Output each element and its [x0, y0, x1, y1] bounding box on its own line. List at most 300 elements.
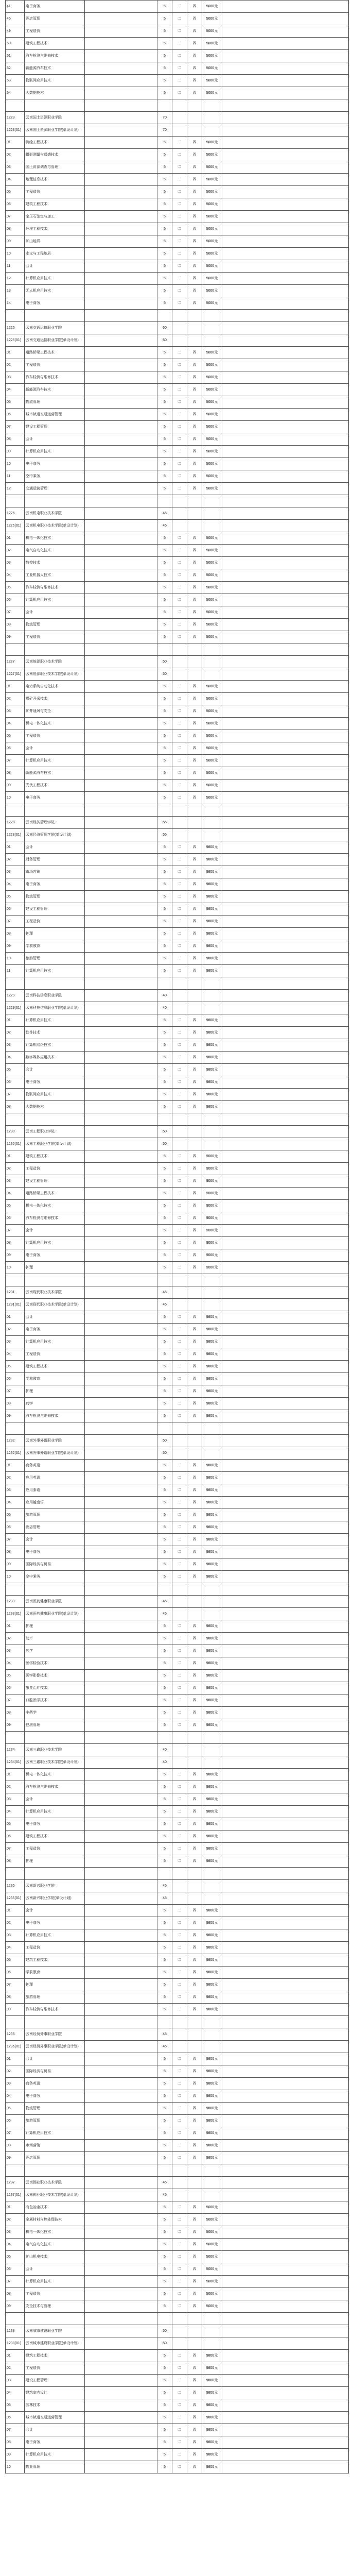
major-code: 05: [6, 582, 25, 594]
major-code: 08: [6, 1707, 25, 1719]
cell-count: [157, 1868, 172, 1880]
major-plan-count: 5: [157, 2103, 172, 2115]
cell-d1: [172, 668, 187, 681]
major-row: [6, 1534, 349, 1546]
major-code: 09: [6, 235, 25, 248]
major-plan-count: 5: [157, 384, 172, 396]
major-code: 10: [6, 2461, 25, 2473]
major-tuition: 5000元: [202, 50, 222, 62]
major-years: 四: [187, 2201, 202, 2214]
major-batch: 二: [172, 916, 187, 928]
cell-fee: [202, 2028, 222, 2041]
major-plan-count: 5: [157, 1657, 172, 1670]
major-batch: 二: [172, 594, 187, 606]
major-code: 08: [6, 767, 25, 779]
major-years: 四: [187, 13, 202, 25]
cell-rest: [222, 87, 349, 99]
major-name: 机电一体化技术: [25, 2226, 85, 2239]
major-code: 04: [6, 569, 25, 582]
major-batch: 二: [172, 1039, 187, 1052]
cell-gap: [85, 1596, 157, 1608]
school-plan-row: [6, 2337, 349, 2350]
school-plan-count: 40: [157, 990, 172, 1002]
cell-d1: [172, 2313, 187, 2325]
major-plan-count: 5: [157, 1262, 172, 1274]
major-plan-count: 5: [157, 854, 172, 866]
school-plan-count: 50: [157, 2325, 172, 2337]
major-tuition: 9800元: [202, 1991, 222, 2004]
major-name: 计算机应用技术: [25, 2276, 85, 2288]
cell-fee: [202, 1608, 222, 1620]
school-header-row: [6, 1286, 349, 1299]
major-tuition: 9800元: [202, 1484, 222, 1497]
cell-name: [25, 1583, 85, 1596]
cell-name: [25, 1274, 85, 1286]
cell-gap: [85, 878, 157, 891]
major-plan-count: 5: [157, 483, 172, 495]
major-name: 汽车检测与维修技术: [25, 2004, 85, 2016]
major-batch: 二: [172, 1361, 187, 1373]
major-name: 计算机应用技术: [25, 1237, 85, 1249]
major-row: [6, 1237, 349, 1249]
major-batch: 二: [172, 1460, 187, 1472]
major-batch: 二: [172, 953, 187, 965]
cell-d2: [187, 1732, 202, 1744]
major-code: 03: [6, 866, 25, 878]
major-batch: 二: [172, 359, 187, 371]
cell-gap: [85, 347, 157, 359]
cell-gap: [85, 2251, 157, 2263]
major-name: 会计: [25, 433, 85, 446]
school-plan-row: [6, 1299, 349, 1311]
major-code: 08: [6, 1991, 25, 2004]
cell-rest: [222, 1361, 349, 1373]
cell-d2: [187, 124, 202, 137]
major-row: [6, 2399, 349, 2412]
major-years: 四: [187, 1076, 202, 1089]
major-tuition: 9800元: [202, 2103, 222, 2115]
school-header-row: [6, 990, 349, 1002]
major-tuition: 9800元: [202, 1719, 222, 1732]
major-tuition: 9800元: [202, 1843, 222, 1855]
cell-gap: [85, 396, 157, 409]
major-plan-count: 5: [157, 2399, 172, 2412]
cell-gap: [85, 2152, 157, 2164]
cell-gap: [85, 2189, 157, 2201]
major-batch: 二: [172, 87, 187, 99]
cell-gap: [85, 693, 157, 705]
cell-gap: [85, 2214, 157, 2226]
cell-rest: [222, 2152, 349, 2164]
major-tuition: 9800元: [202, 1967, 222, 1979]
major-tuition: 5000元: [202, 767, 222, 779]
major-code: 09: [6, 2300, 25, 2313]
cell-d2: [187, 1435, 202, 1447]
major-row: [6, 1150, 349, 1163]
major-code: 01: [6, 1769, 25, 1781]
cell-rest: [222, 1868, 349, 1880]
cell-fee: [202, 2189, 222, 2201]
major-years: 四: [187, 2127, 202, 2140]
major-years: 四: [187, 891, 202, 903]
school-name: 云南机电职业技术学院(单设计划): [25, 520, 85, 532]
major-plan-count: 5: [157, 878, 172, 891]
major-row: [6, 755, 349, 767]
major-tuition: 5000元: [202, 421, 222, 433]
major-plan-count: 5: [157, 1682, 172, 1694]
major-tuition: 5000元: [202, 718, 222, 730]
cell-rest: [222, 1521, 349, 1534]
major-tuition: 5000元: [202, 582, 222, 594]
cell-gap: [85, 1892, 157, 1905]
major-batch: 二: [172, 1929, 187, 1942]
major-years: 四: [187, 1657, 202, 1670]
cell-rest: [222, 2424, 349, 2436]
school-plan-row: [6, 668, 349, 681]
major-plan-count: 5: [157, 1546, 172, 1558]
cell-gap: [85, 1954, 157, 1967]
cell-d1: [172, 507, 187, 520]
school-plan-count: 60: [157, 334, 172, 347]
major-years: 四: [187, 384, 202, 396]
school-plan-row: [6, 1002, 349, 1014]
cell-d2: [187, 507, 202, 520]
cell-rest: [222, 1633, 349, 1645]
school-plan-row: [6, 2041, 349, 2053]
major-years: 四: [187, 693, 202, 705]
cell-rest: [222, 507, 349, 520]
major-tuition: 5000元: [202, 260, 222, 273]
cell-rest: [222, 1435, 349, 1447]
cell-rest: [222, 359, 349, 371]
cell-d2: [187, 1744, 202, 1756]
cell-rest: [222, 458, 349, 470]
major-name: 工程造价: [25, 25, 85, 38]
major-code: 03: [6, 2375, 25, 2387]
major-row: [6, 1064, 349, 1076]
cell-d1: [172, 2189, 187, 2201]
cell-gap: [85, 1188, 157, 1200]
cell-fee: [202, 1892, 222, 1905]
major-code: 10: [6, 248, 25, 260]
cell-gap: [85, 50, 157, 62]
major-batch: 二: [172, 2375, 187, 2387]
cell-gap: [85, 1534, 157, 1546]
major-plan-count: 5: [157, 2424, 172, 2436]
major-batch: 二: [172, 1249, 187, 1262]
major-plan-count: 5: [157, 2201, 172, 2214]
major-years: 四: [187, 582, 202, 594]
major-code: 08: [6, 619, 25, 631]
major-tuition: 9800元: [202, 2424, 222, 2436]
cell-fee: [202, 520, 222, 532]
cell-gap: [85, 1299, 157, 1311]
major-tuition: 5000元: [202, 458, 222, 470]
major-years: 四: [187, 1843, 202, 1855]
major-years: 四: [187, 371, 202, 384]
cell-gap: [85, 2127, 157, 2140]
cell-rest: [222, 495, 349, 507]
cell-rest: [222, 322, 349, 334]
cell-rest: [222, 829, 349, 841]
cell-gap: [85, 1249, 157, 1262]
major-years: 四: [187, 1, 202, 13]
major-tuition: 9800元: [202, 2436, 222, 2449]
major-batch: 二: [172, 149, 187, 161]
major-row: [6, 1942, 349, 1954]
major-row: [6, 483, 349, 495]
major-plan-count: 5: [157, 1, 172, 13]
major-plan-count: 5: [157, 297, 172, 310]
major-code: 05: [6, 1954, 25, 1967]
major-years: 四: [187, 1249, 202, 1262]
major-plan-count: 5: [157, 1361, 172, 1373]
cell-rest: [222, 13, 349, 25]
cell-gap: [85, 433, 157, 446]
cell-rest: [222, 1385, 349, 1398]
cell-name: [25, 495, 85, 507]
school-code: 1227(01): [6, 668, 25, 681]
major-tuition: 9800元: [202, 866, 222, 878]
major-plan-count: 5: [157, 619, 172, 631]
school-code: 1230: [6, 1126, 25, 1138]
cell-rest: [222, 2239, 349, 2251]
cell-d2: [187, 310, 202, 322]
cell-rest: [222, 1546, 349, 1558]
cell-gap: [85, 421, 157, 433]
cell-rest: [222, 2387, 349, 2399]
major-batch: 二: [172, 75, 187, 87]
major-name: 会计: [25, 1905, 85, 1917]
cell-d1: [172, 322, 187, 334]
major-code: 08: [6, 223, 25, 235]
cell-rest: [222, 1534, 349, 1546]
major-code: 01: [6, 681, 25, 693]
major-batch: 二: [172, 1831, 187, 1843]
cell-rest: [222, 2103, 349, 2115]
major-plan-count: 5: [157, 2004, 172, 2016]
spacer-row: [6, 1732, 349, 1744]
major-batch: 二: [172, 285, 187, 297]
major-batch: 二: [172, 730, 187, 742]
major-plan-count: 5: [157, 1398, 172, 1410]
major-row: [6, 1781, 349, 1793]
major-tuition: 5000元: [202, 705, 222, 718]
major-name: 空中乘务: [25, 470, 85, 483]
major-tuition: 9800元: [202, 1311, 222, 1324]
cell-rest: [222, 285, 349, 297]
cell-rest: [222, 1484, 349, 1497]
major-batch: 二: [172, 1373, 187, 1385]
cell-gap: [85, 1385, 157, 1398]
major-name: 城市轨道交通运营管理: [25, 2412, 85, 2424]
major-batch: 二: [172, 13, 187, 25]
major-tuition: 9800元: [202, 878, 222, 891]
major-row: [6, 619, 349, 631]
spacer-row: [6, 1113, 349, 1126]
major-row: [6, 545, 349, 557]
cell-rest: [222, 643, 349, 656]
cell-gap: [85, 211, 157, 223]
major-tuition: 9000元: [202, 1225, 222, 1237]
major-tuition: 9000元: [202, 1200, 222, 1212]
school-plan-count: 45: [157, 1608, 172, 1620]
major-plan-count: 5: [157, 470, 172, 483]
major-tuition: 5000元: [202, 619, 222, 631]
major-plan-count: 5: [157, 285, 172, 297]
cell-gap: [85, 1942, 157, 1954]
major-code: 02: [6, 1917, 25, 1929]
cell-gap: [85, 1497, 157, 1509]
major-plan-count: 5: [157, 1905, 172, 1917]
major-code: 01: [6, 2350, 25, 2362]
cell-rest: [222, 1744, 349, 1756]
major-years: 四: [187, 1682, 202, 1694]
cell-rest: [222, 2399, 349, 2412]
cell-gap: [85, 2028, 157, 2041]
major-row: [6, 779, 349, 792]
school-code: 1225(01): [6, 334, 25, 347]
cell-gap: [85, 990, 157, 1002]
major-batch: 二: [172, 2461, 187, 2473]
major-code: 07: [6, 1843, 25, 1855]
cell-gap: [85, 730, 157, 742]
cell-d2: [187, 112, 202, 124]
cell-gap: [85, 2288, 157, 2300]
major-years: 四: [187, 1769, 202, 1781]
cell-gap: [85, 1967, 157, 1979]
major-name: 助产: [25, 1633, 85, 1645]
major-name: 电子商务: [25, 1324, 85, 1336]
major-years: 四: [187, 446, 202, 458]
cell-d1: [172, 112, 187, 124]
major-batch: 二: [172, 2251, 187, 2263]
major-name: 药学: [25, 1645, 85, 1657]
major-row: [6, 1014, 349, 1027]
major-tuition: 5000元: [202, 87, 222, 99]
major-years: 四: [187, 705, 202, 718]
major-row: [6, 1929, 349, 1942]
cell-gap: [85, 2053, 157, 2065]
major-code: 09: [6, 1558, 25, 1571]
cell-gap: [85, 1422, 157, 1435]
major-row: [6, 1311, 349, 1324]
major-years: 四: [187, 1806, 202, 1818]
cell-fee: [202, 495, 222, 507]
cell-rest: [222, 1237, 349, 1249]
major-code: 05: [6, 1670, 25, 1682]
major-name: 电力系统自动化技术: [25, 681, 85, 693]
cell-rest: [222, 2276, 349, 2288]
school-code: 1235(01): [6, 1892, 25, 1905]
cell-d2: [187, 2016, 202, 2028]
major-row: [6, 792, 349, 804]
major-years: 四: [187, 273, 202, 285]
major-row: [6, 532, 349, 545]
major-years: 四: [187, 1670, 202, 1682]
major-years: 四: [187, 1385, 202, 1398]
major-name: 会计: [25, 2053, 85, 2065]
school-header-row: [6, 2177, 349, 2189]
major-code: 03: [6, 2078, 25, 2090]
major-years: 四: [187, 1831, 202, 1843]
school-name: 云南科技信息职业学院(单设计划): [25, 1002, 85, 1014]
major-name: 建筑工程技术: [25, 1954, 85, 1967]
major-name: 护理: [25, 1620, 85, 1633]
major-tuition: 9800元: [202, 1620, 222, 1633]
cell-rest: [222, 2412, 349, 2424]
major-years: 四: [187, 1942, 202, 1954]
major-tuition: 9800元: [202, 1076, 222, 1089]
cell-d2: [187, 1113, 202, 1126]
major-plan-count: 5: [157, 2226, 172, 2239]
major-batch: 二: [172, 1348, 187, 1361]
cell-fee: [202, 2041, 222, 2053]
cell-rest: [222, 1497, 349, 1509]
cell-count: [157, 2313, 172, 2325]
major-row: [6, 705, 349, 718]
major-batch: 二: [172, 1521, 187, 1534]
cell-gap: [85, 1521, 157, 1534]
school-header-row: [6, 1435, 349, 1447]
major-years: 四: [187, 223, 202, 235]
major-row: [6, 718, 349, 730]
major-plan-count: 5: [157, 2300, 172, 2313]
major-tuition: 9800元: [202, 1806, 222, 1818]
cell-fee: [202, 1126, 222, 1138]
major-years: 四: [187, 50, 202, 62]
cell-rest: [222, 2313, 349, 2325]
cell-gap: [85, 2226, 157, 2239]
cell-gap: [85, 161, 157, 174]
major-batch: 二: [172, 297, 187, 310]
major-code: 06: [6, 1212, 25, 1225]
major-batch: 二: [172, 1781, 187, 1793]
major-code: 09: [6, 446, 25, 458]
major-plan-count: 5: [157, 1991, 172, 2004]
major-batch: 二: [172, 1843, 187, 1855]
cell-rest: [222, 371, 349, 384]
major-code: 02: [6, 149, 25, 161]
major-name: 新能源汽车技术: [25, 767, 85, 779]
major-row: [6, 2461, 349, 2473]
major-years: 四: [187, 1336, 202, 1348]
spacer-row: [6, 2164, 349, 2177]
major-code: 08: [6, 2436, 25, 2449]
major-years: 四: [187, 2103, 202, 2115]
major-row: [6, 433, 349, 446]
major-years: 四: [187, 2436, 202, 2449]
major-plan-count: 5: [157, 1855, 172, 1868]
major-name: 学前教育: [25, 1373, 85, 1385]
cell-gap: [85, 2375, 157, 2387]
major-years: 四: [187, 1324, 202, 1336]
cell-rest: [222, 1979, 349, 1991]
school-code: 1237(01): [6, 2189, 25, 2201]
cell-gap: [85, 458, 157, 470]
major-batch: 二: [172, 186, 187, 198]
major-plan-count: 5: [157, 1707, 172, 1719]
school-name: 云南现代职业技术学院: [25, 1286, 85, 1299]
major-row: [6, 409, 349, 421]
cell-d1: [172, 2028, 187, 2041]
major-plan-count: 5: [157, 458, 172, 470]
major-code: 07: [6, 755, 25, 767]
major-code: 05: [6, 2251, 25, 2263]
major-tuition: 9000元: [202, 1212, 222, 1225]
cell-name: [25, 1868, 85, 1880]
major-years: 四: [187, 545, 202, 557]
